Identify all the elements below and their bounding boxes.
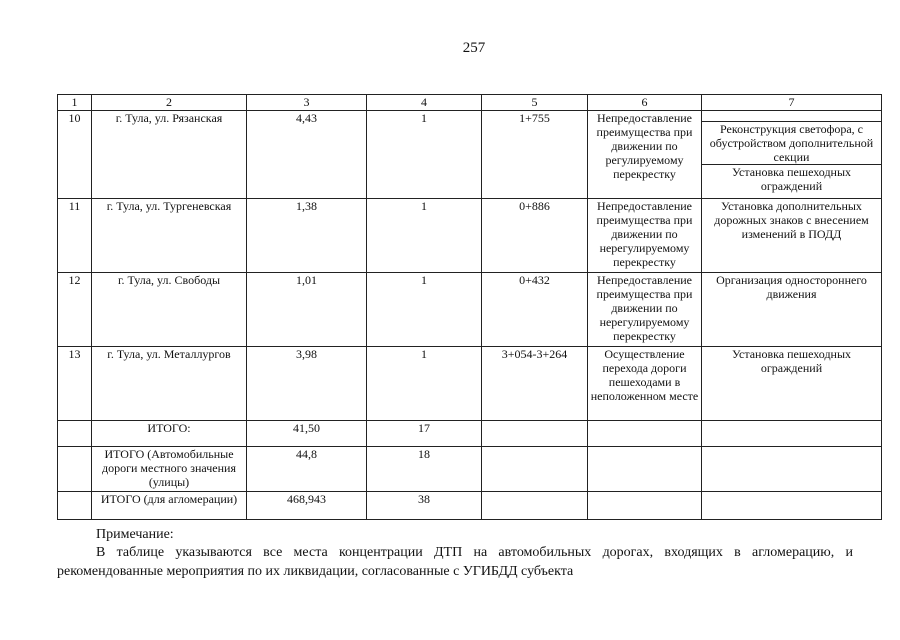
count-cell: 1: [367, 347, 482, 421]
cause-cell: Непредоставление преимущества при движении по нерегулируемому перекрестку: [588, 199, 702, 273]
km-cell: 0+886: [482, 199, 588, 273]
row-number: 13: [58, 347, 92, 421]
page-number: 257: [462, 40, 486, 56]
row-number: 12: [58, 273, 92, 347]
measure-item: Реконструкция светофора, с обустройством дополнительной секции: [702, 121, 881, 164]
total-label: ИТОГО:: [92, 421, 247, 447]
total-row: [58, 447, 882, 492]
length-cell: 1,01: [247, 273, 367, 347]
table-header-row: [58, 95, 882, 111]
count-cell: 1: [367, 199, 482, 273]
total-length: 44,8: [247, 447, 367, 492]
column-header: 6: [588, 95, 702, 111]
location-cell: г. Тула, ул. Рязанская: [92, 111, 247, 199]
total-label: ИТОГО (для агломерации): [92, 492, 247, 520]
row-number: 10: [58, 111, 92, 199]
location-cell: г. Тула, ул. Тургеневская: [92, 199, 247, 273]
length-cell: 3,98: [247, 347, 367, 421]
measure-cell: Установка дополнительных дорожных знаков с внесением изменений в ПОДД: [702, 199, 882, 273]
total-length: 468,943: [247, 492, 367, 520]
measure-cell: Установка пешеходных ограждений: [702, 347, 882, 421]
total-label: ИТОГО (Автомобильные дороги местного значения (улицы): [92, 447, 247, 492]
cause-cell: Непредоставление преимущества при движении по нерегулируемому перекрестку: [588, 273, 702, 347]
cause-cell: Осуществление перехода дороги пешеходами в неположенном месте: [588, 347, 702, 421]
column-header: 5: [482, 95, 588, 111]
location-cell: г. Тула, ул. Свободы: [92, 273, 247, 347]
total-row: [58, 421, 882, 447]
table-row: [58, 273, 882, 347]
km-cell: 3+054-3+264: [482, 347, 588, 421]
length-cell: 4,43: [247, 111, 367, 199]
total-row: [58, 492, 882, 520]
total-count: 17: [367, 421, 482, 447]
row-number: 11: [58, 199, 92, 273]
measure-item: Установка пешеходных ограждений: [702, 164, 881, 193]
measure-item: [702, 111, 881, 121]
total-count: 38: [367, 492, 482, 520]
total-length: 41,50: [247, 421, 367, 447]
location-cell: г. Тула, ул. Металлургов: [92, 347, 247, 421]
measure-cell: Организация одностороннего движения: [702, 273, 882, 347]
table-row: [58, 199, 882, 273]
total-count: 18: [367, 447, 482, 492]
km-cell: 1+755: [482, 111, 588, 199]
cause-cell: Непредоставление преимущества при движении по регулируемому перекрестку: [588, 111, 702, 199]
note-text: В таблице указываются все места концентрации ДТП на автомобильных дорогах, входящих в агломерацию, и рекомендованные мероприятия по их ликвидации, согласованные с УГИБДД субъекта: [57, 545, 853, 579]
note-title: Примечание:: [96, 527, 174, 542]
km-cell: 0+432: [482, 273, 588, 347]
measure-cell: [702, 111, 882, 199]
column-header: 1: [58, 95, 92, 111]
column-header: 3: [247, 95, 367, 111]
count-cell: 1: [367, 273, 482, 347]
accident-concentration-table: [57, 94, 882, 520]
table-row: [58, 347, 882, 421]
column-header: 4: [367, 95, 482, 111]
column-header: 7: [702, 95, 882, 111]
column-header: 2: [92, 95, 247, 111]
table-row: [58, 111, 882, 199]
count-cell: 1: [367, 111, 482, 199]
length-cell: 1,38: [247, 199, 367, 273]
